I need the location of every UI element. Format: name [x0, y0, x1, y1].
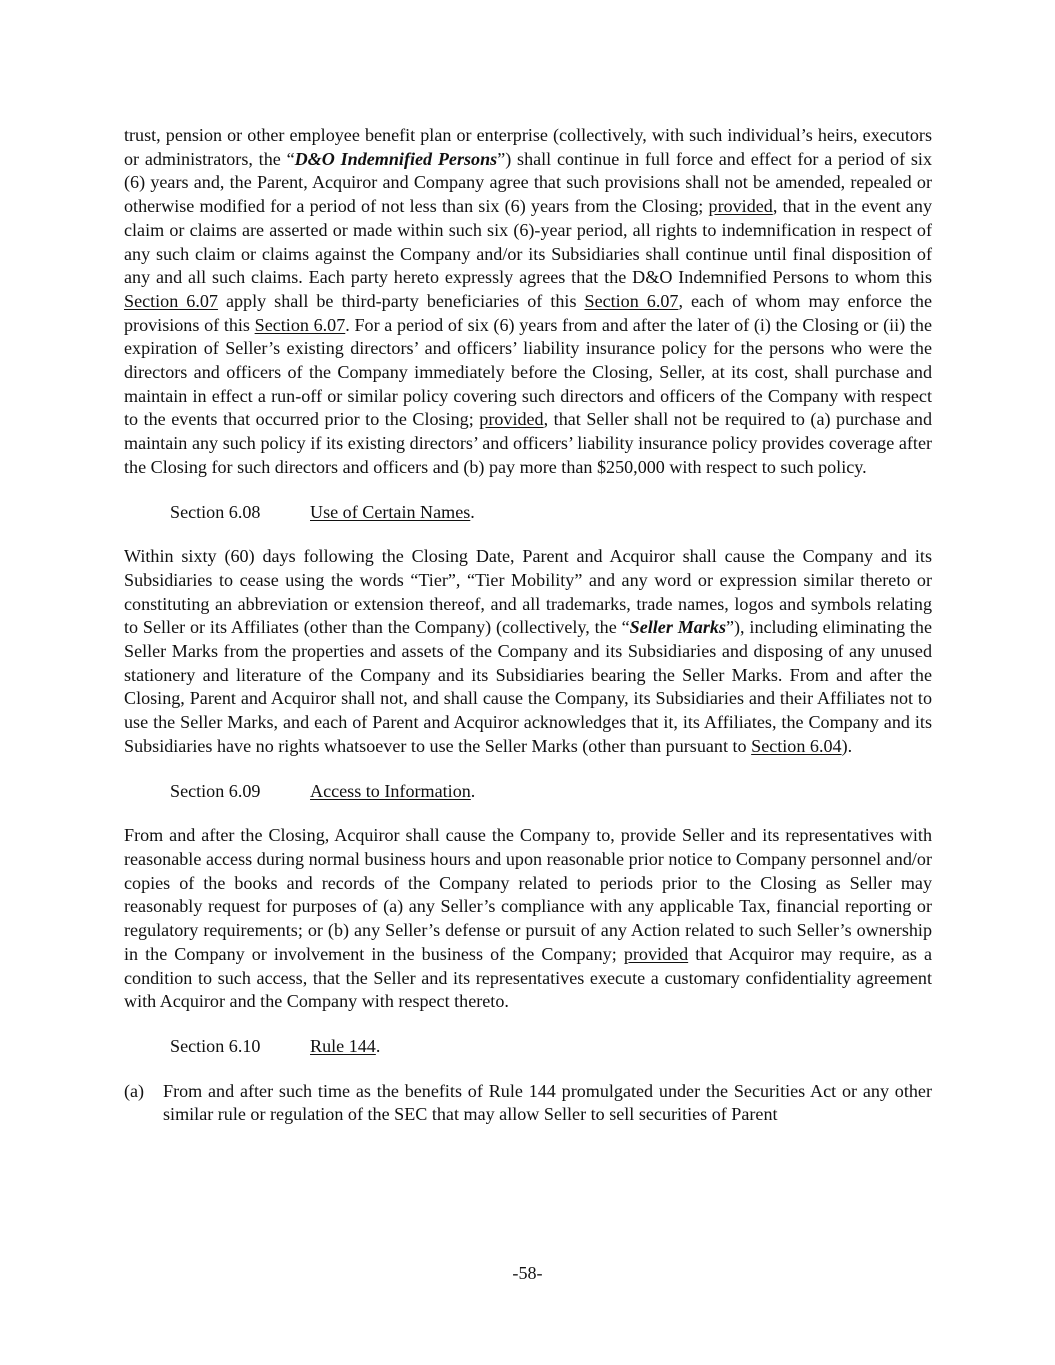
- cross-reference: Section 6.07: [584, 290, 679, 311]
- section-number: Section 6.08: [170, 501, 261, 522]
- list-marker: (a): [124, 1080, 145, 1101]
- list-item-a: [124, 1080, 932, 1127]
- section-heading-6-10: Section 6.10 Rule 144.: [170, 1035, 932, 1059]
- paragraph-use-of-certain-names: Within sixty (60) days following the Closing Date, Parent and Acquiror shall cause the Company and its Subsidiaries to cease using the words “Tier”, “Tier Mobility” and any word or expression similar thereto or constituting an abbreviation or extension thereof, and all trademarks, trade names, logos and symbols relating to Seller or its Affiliates (other than the Company) (collectively, the “Seller Marks”), including eliminating the Seller Marks from the properties and assets of the Company and its Subsidiaries and disposing of any unused stationery and literature of the Company and its Subsidiaries bearing the Seller Marks. From and after the Closing, Parent and Acquiror shall not, and shall cause the Company, its Subsidiaries and their Affiliates not to use the Seller Marks, and each of Parent and Acquiror acknowledges that it, its Affiliates, the Company and its Subsidiaries have no rights whatsoever to use the Seller Marks (other than pursuant to Section 6.04).: [124, 546, 932, 756]
- defined-term: Seller Marks: [629, 617, 726, 638]
- cross-reference: provided: [479, 409, 544, 430]
- section-title: Rule 144: [310, 1035, 376, 1056]
- section-heading-6-08: Section 6.08 Use of Certain Names.: [170, 501, 932, 525]
- section-number: Section 6.10: [170, 1035, 261, 1056]
- cross-reference: provided: [623, 943, 689, 964]
- cross-reference: Section 6.04: [751, 735, 842, 756]
- cross-reference: Section 6.07: [254, 314, 346, 335]
- section-heading-6-09: Section 6.09 Access to Information.: [170, 780, 932, 804]
- defined-term: D&O Indemnified Persons: [294, 148, 498, 169]
- paragraph-d-and-o-indemnification: trust, pension or other employee benefit plan or enterprise (collectively, with such individual’s heirs, executors or administrators, the “D&O Indemnified Persons”) shall continue in full force and effect for a period of six (6) years and, the Parent, Acquiror and Company agree that such provisions shall not be amended, repealed or otherwise modified for a period of not less than six (6) years from the Closing; provided, that in the event any claim or claims are asserted or made within such six (6)-year period, all rights to indemnification in respect of any such claim or claims against the Company and/or its Subsidiaries shall continue until final disposition of any and all such claims. Each party hereto expressly agrees that the D&O Indemnified Persons to whom this Section 6.07 apply shall be third-party beneficiaries of this Section 6.07, each of whom may enforce the provisions of this Section 6.07. For a period of six (6) years from and after the later of (i) the Closing or (ii) the expiration of Seller’s existing directors’ and officers’ liability insurance policy for the persons who were the directors and officers of the Company immediately before the Closing, Seller, at its cost, shall purchase and maintain in effect a run-off or similar policy covering such directors and officers of the Company with respect to the events that occurred prior to the Closing; provided, that Seller shall not be required to (a) purchase and maintain any such policy if its existing directors’ and officers’ liability insurance policy provides coverage after the Closing for such directors and officers and (b) pay more than $250,000 with respect to such policy.: [124, 125, 933, 477]
- section-title: Access to Information: [310, 780, 471, 801]
- cross-reference: Section 6.07: [124, 290, 218, 311]
- section-title: Use of Certain Names: [310, 501, 471, 522]
- list-item-text: From and after such time as the benefits of Rule 144 promulgated under the Securities Act or any other similar rule or regulation of the SEC that may allow Seller to sell securities of Parent: [163, 1080, 932, 1125]
- cross-reference: provided: [708, 196, 773, 217]
- section-number: Section 6.09: [170, 780, 261, 801]
- paragraph-access-to-information: From and after the Closing, Acquiror shall cause the Company to, provide Seller and its representatives with reasonable access during normal business hours and upon reasonable prior notice to Company personnel and/or copies of the books and records of the Company related to periods prior to the Closing as Seller may reasonably request for purposes of (a) any Seller’s compliance with any applicable Tax, financial reporting or regulatory requirements; or (b) any Seller’s defense or pursuit of any Action related to such Seller’s ownership in the Company or involvement in the business of the Company; provided that Acquiror may require, as a condition to such access, that the Seller and its representatives execute a customary confidentiality agreement with Acquiror and the Company with respect thereto.: [124, 825, 932, 1012]
- page-number: -58-: [512, 1263, 543, 1283]
- document-page: [124, 124, 932, 1127]
